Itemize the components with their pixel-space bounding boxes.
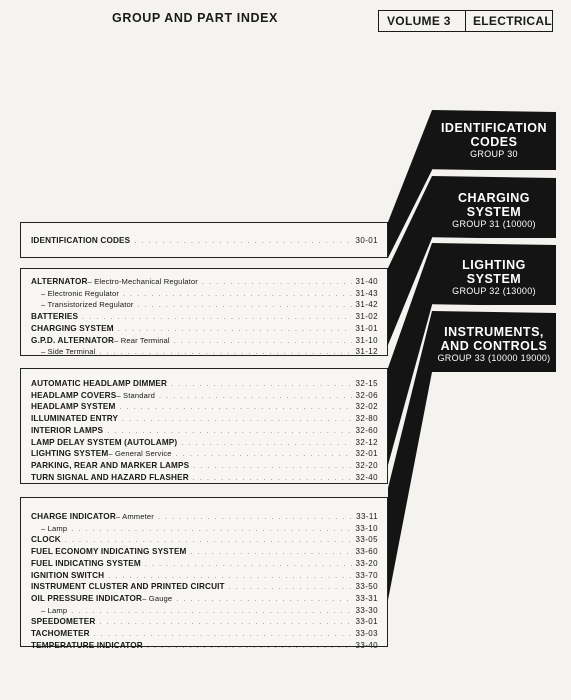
index-entry[interactable]: [31, 512, 378, 524]
index-entry[interactable]: [31, 629, 378, 641]
index-entry[interactable]: [31, 236, 378, 248]
entry-name: LAMP DELAY SYSTEM (AUTOLAMP): [31, 437, 178, 447]
entry-page-number: 33-11: [356, 512, 378, 521]
entry-name: TACHOMETER: [31, 629, 90, 639]
entry-page-number: 31-42: [355, 300, 378, 310]
entry-qualifier: – Side Terminal: [41, 347, 96, 357]
entry-name: SPEEDOMETER: [31, 617, 96, 627]
index-entry[interactable]: [31, 277, 378, 289]
dot-leader: [176, 450, 352, 461]
index-entry[interactable]: [31, 402, 378, 414]
dot-leader: [159, 392, 352, 403]
tab-instruments-line1: INSTRUMENTS,: [444, 325, 544, 339]
dot-leader: [191, 548, 352, 559]
index-entry[interactable]: [31, 559, 378, 571]
tab-charging-line1: CHARGING: [457, 191, 531, 205]
index-entry[interactable]: [31, 426, 378, 438]
entry-page-number: 30-01: [355, 236, 378, 245]
dot-leader: [145, 560, 352, 571]
entry-page-number: 31-02: [355, 312, 378, 322]
entry-qualifier: – Ammeter: [115, 512, 154, 521]
entry-name: FUEL ECONOMY INDICATING SYSTEM: [31, 547, 187, 557]
dot-leader: [181, 439, 351, 450]
dot-leader: [108, 572, 351, 583]
dot-leader: [229, 583, 352, 594]
entry-name: BATTERIES: [31, 312, 79, 322]
entry-name: IDENTIFICATION CODES: [31, 236, 131, 245]
tab-instruments-and-controls[interactable]: [432, 325, 556, 364]
entry-name: PARKING, REAR AND MARKER LAMPS: [31, 460, 190, 470]
index-entry[interactable]: [31, 524, 378, 536]
dot-leader: [147, 642, 352, 653]
entry-name: LIGHTING SYSTEM: [31, 449, 109, 459]
dot-leader: [171, 380, 351, 391]
index-entry[interactable]: [31, 594, 378, 606]
entry-name: INSTRUMENT CLUSTER AND PRINTED CIRCUIT: [31, 582, 225, 592]
index-entry[interactable]: [31, 547, 378, 559]
tab-lighting-group: GROUP 32 (13000): [452, 286, 536, 296]
entry-name: HEADLAMP SYSTEM: [31, 402, 116, 412]
tab-identification-line1: IDENTIFICATION: [440, 121, 548, 135]
entry-page-number: 31-12: [355, 347, 378, 357]
index-group-31: [20, 268, 388, 356]
entry-page-number: 33-30: [355, 605, 378, 615]
entry-qualifier: – Lamp: [41, 605, 68, 615]
dot-leader: [134, 237, 351, 248]
dot-leader: [99, 348, 351, 359]
tab-charging-system[interactable]: [432, 191, 556, 230]
index-entry[interactable]: [31, 606, 378, 618]
entry-name: OIL PRESSURE INDICATOR: [31, 593, 143, 603]
entry-page-number: 32-20: [355, 460, 378, 470]
entry-page-number: 31-40: [355, 277, 378, 286]
dot-leader: [122, 415, 351, 426]
entry-page-number: 33-05: [355, 535, 378, 545]
entry-qualifier: – Gauge: [142, 593, 173, 603]
entry-page-number: 33-31: [355, 593, 378, 603]
entry-page-number: 32-40: [355, 472, 378, 482]
index-entry[interactable]: [31, 300, 378, 312]
dot-leader: [107, 427, 351, 438]
entry-qualifier: – Electronic Regulator: [41, 288, 120, 298]
index-entry[interactable]: [31, 379, 378, 391]
entry-page-number: 31-10: [355, 335, 378, 345]
tab-lighting-line2: SYSTEM: [466, 272, 522, 286]
entry-page-number: 33-50: [355, 582, 378, 592]
dot-leader: [138, 301, 352, 312]
entry-page-number: 33-10: [355, 523, 378, 533]
entry-name: AUTOMATIC HEADLAMP DIMMER: [31, 379, 168, 388]
entry-qualifier: – Lamp: [41, 523, 68, 533]
tab-identification-line2: CODES: [470, 135, 518, 149]
index-group-32: [20, 368, 388, 484]
dot-leader: [174, 337, 352, 348]
entry-page-number: 31-43: [355, 288, 378, 298]
entry-name: FUEL INDICATING SYSTEM: [31, 558, 141, 568]
dot-leader: [99, 618, 351, 629]
dot-leader: [71, 525, 351, 536]
entry-page-number: 33-70: [355, 570, 378, 580]
tab-charging-group: GROUP 31 (10000): [452, 219, 536, 229]
index-entry[interactable]: [31, 571, 378, 583]
dot-leader: [71, 607, 351, 618]
entry-page-number: 32-15: [355, 379, 378, 388]
index-entry[interactable]: [31, 414, 378, 426]
dot-leader: [176, 595, 351, 606]
entry-qualifier: – Rear Terminal: [114, 335, 170, 345]
index-group-30: [20, 222, 388, 258]
index-entry[interactable]: [31, 289, 378, 301]
index-entry[interactable]: [31, 473, 378, 485]
entry-name: ALTERNATOR: [31, 277, 88, 286]
index-entry[interactable]: [31, 336, 378, 348]
tab-lighting-line1: LIGHTING: [462, 258, 526, 272]
entry-name: G.P.D. ALTERNATOR: [31, 335, 115, 345]
index-entry[interactable]: [31, 312, 378, 324]
index-entry[interactable]: [31, 535, 378, 547]
entry-page-number: 33-03: [355, 629, 378, 639]
index-entry[interactable]: [31, 582, 378, 594]
entry-page-number: 32-06: [355, 390, 378, 400]
entry-name: CHARGING SYSTEM: [31, 323, 114, 333]
entry-qualifier: – Electro-Mechanical Regulator: [87, 277, 198, 286]
tab-instruments-line2: AND CONTROLS: [440, 339, 548, 353]
tab-instruments-group: GROUP 33 (10000 19000): [437, 353, 551, 363]
entry-page-number: 33-20: [355, 558, 378, 568]
tab-identification-group: GROUP 30: [470, 149, 518, 159]
entry-name: IGNITION SWITCH: [31, 570, 105, 580]
dot-leader: [193, 462, 351, 473]
volume-label: VOLUME 3: [379, 11, 466, 31]
index-entry[interactable]: [31, 641, 378, 653]
entry-page-number: 32-02: [355, 402, 378, 412]
dot-leader: [123, 290, 352, 301]
entry-qualifier: – General Service: [108, 449, 172, 459]
dot-leader: [82, 313, 351, 324]
dot-leader: [193, 474, 352, 485]
index-entry[interactable]: [31, 324, 378, 336]
index-entry[interactable]: [31, 347, 378, 359]
entry-name: TEMPERATURE INDICATOR: [31, 640, 143, 650]
entry-page-number: 32-80: [355, 414, 378, 424]
entry-name: CLOCK: [31, 535, 61, 545]
index-entry[interactable]: [31, 391, 378, 403]
dot-leader: [118, 325, 352, 336]
entry-page-number: 32-60: [355, 425, 378, 435]
page-title: GROUP AND PART INDEX: [112, 11, 278, 25]
entry-qualifier: – Transistorized Regulator: [41, 300, 134, 310]
index-entry[interactable]: [31, 461, 378, 473]
index-entry[interactable]: [31, 438, 378, 450]
tab-identification-codes[interactable]: [432, 121, 556, 160]
entry-name: CHARGE INDICATOR: [31, 512, 116, 521]
entry-name: ILLUMINATED ENTRY: [31, 414, 119, 424]
entry-page-number: 32-12: [355, 437, 378, 447]
entry-page-number: 33-60: [355, 547, 378, 557]
entry-name: TURN SIGNAL AND HAZARD FLASHER: [31, 472, 189, 482]
entry-qualifier: – Standard: [116, 390, 156, 400]
dot-leader: [202, 278, 352, 289]
section-label: ELECTRICAL: [473, 14, 552, 28]
entry-page-number: 33-01: [355, 617, 378, 627]
entry-name: INTERIOR LAMPS: [31, 425, 104, 435]
entry-name: HEADLAMP COVERS: [31, 390, 117, 400]
tab-lighting-system[interactable]: [432, 258, 556, 297]
tab-charging-line2: SYSTEM: [466, 205, 522, 219]
index-entry[interactable]: [31, 449, 378, 461]
index-entry[interactable]: [31, 617, 378, 629]
index-group-33: [20, 497, 388, 650]
dot-leader: [119, 403, 351, 414]
entry-page-number: 33-40: [355, 640, 378, 650]
dot-leader: [94, 630, 352, 641]
entry-page-number: 31-01: [355, 323, 378, 333]
dot-leader: [158, 513, 352, 524]
entry-page-number: 32-01: [355, 449, 378, 459]
dot-leader: [65, 536, 352, 547]
